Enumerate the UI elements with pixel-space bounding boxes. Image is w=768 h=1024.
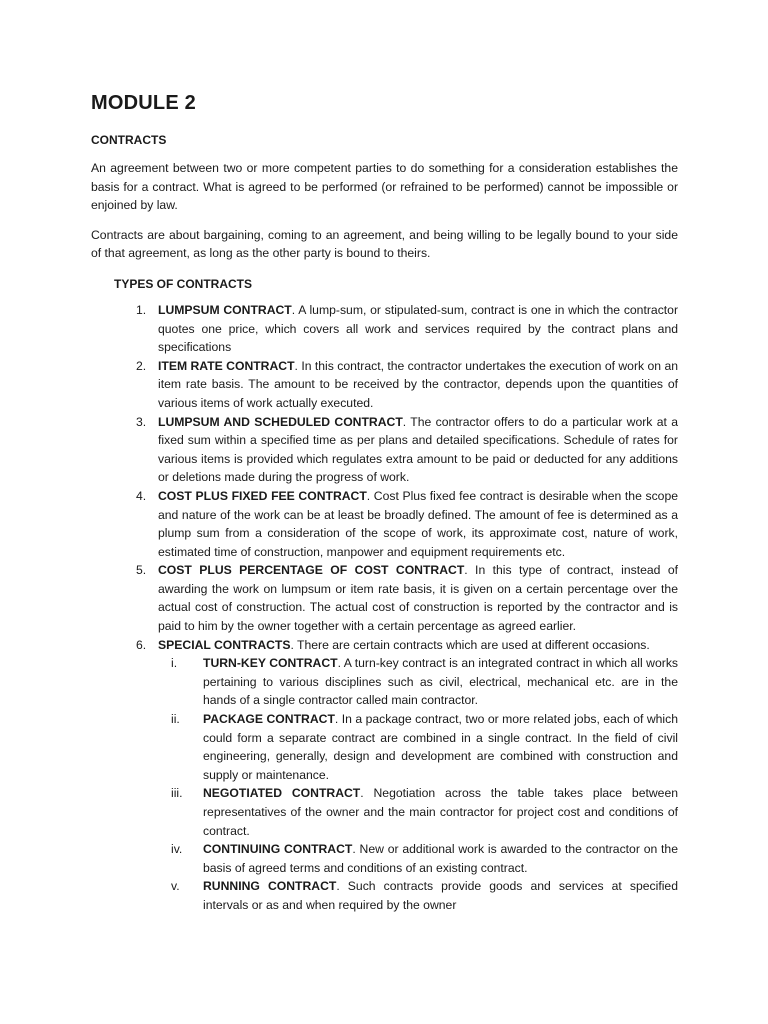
list-number: 6.: [136, 637, 147, 652]
sub-list-number: iii.: [171, 786, 183, 801]
term: TURN-KEY CONTRACT: [203, 656, 338, 671]
term: CONTINUING CONTRACT: [203, 842, 353, 857]
sub-list-item: [91, 877, 678, 914]
sub-list-number: iv.: [171, 842, 183, 857]
types-heading: TYPES OF CONTRACTS: [114, 276, 253, 291]
term: RUNNING CONTRACT: [203, 879, 337, 894]
list-number: 1.: [136, 302, 147, 317]
sub-list-number: ii.: [171, 712, 180, 727]
definition: . Cost Plus fixed fee contract is desirable when the scope and nature of the work can be at least be broadly defined. The amount of fee is determined as a plump sum from a consideration of the scope of work, its approximate cost, nature of work, estimated time of construction, manpower and equipment requirements etc.: [158, 488, 678, 559]
list-number: 2.: [136, 358, 147, 373]
list-item: [91, 636, 678, 915]
paragraph: An agreement between two or more competent parties to do something for a consideration establishes the basis for a contract. What is agreed to be performed (or refrained to be performed) cannot be impossible or enjoined by law.: [91, 161, 678, 213]
list-item: [91, 301, 678, 357]
term: COST PLUS FIXED FEE CONTRACT: [158, 488, 367, 503]
term: LUMPSUM CONTRACT: [158, 302, 292, 317]
term: COST PLUS PERCENTAGE OF COST CONTRACT: [158, 563, 465, 578]
list-item: [91, 561, 678, 635]
sub-list-item: [91, 654, 678, 710]
term: SPECIAL CONTRACTS: [158, 637, 291, 652]
list-item: [91, 487, 678, 561]
definition: . A turn-key contract is an integrated contract in which all works pertaining to various disciplines such as civil, electrical, mechanical etc. are in the hands of a single contractor called main contractor.: [203, 656, 679, 708]
term: LUMPSUM AND SCHEDULED CONTRACT: [158, 414, 403, 429]
list-number: 4.: [136, 488, 147, 503]
definition: . The contractor offers to do a particular work at a fixed sum within a specified time as per plans and detailed specifications. Schedule of rates for various items is provided which regulates extra amount to be paid or deducted for any additions or deletions made during the progress of work.: [158, 414, 679, 485]
sub-list-item: [91, 784, 678, 840]
definition: . In a package contract, two or more related jobs, each of which could form a separate contract are combined in a single contract. In the field of civil engineering, generally, design and development are combined with construction and supply or maintenance.: [203, 712, 678, 782]
definition: . Such contracts provide goods and services at specified intervals or as and when required by the owner: [203, 879, 678, 912]
definition: . In this type of contract, instead of awarding the work on lumpsum or item rate basis, it is given on a certain percentage over the actual cost of construction. The actual cost of construction is reported by the contractor and is paid to him by the owner together with a certain percentage as agreed earlier.: [158, 563, 678, 634]
list-item: [91, 357, 678, 413]
sub-list-number: i.: [171, 656, 178, 671]
definition: . In this contract, the contractor undertakes the execution of work on an item rate basis. The amount to be received by the contractor, depends upon the quantities of various items of work actually executed.: [158, 358, 679, 410]
list-number: 3.: [136, 414, 147, 429]
types-list: [91, 301, 678, 915]
sub-list-number: v.: [171, 879, 180, 894]
definition: . A lump-sum, or stipulated-sum, contract is one in which the contractor quotes one price, which covers all work and services required by the contract plans and specifications: [158, 302, 679, 355]
special-contracts-list: [158, 654, 678, 914]
term: ITEM RATE CONTRACT: [158, 358, 295, 373]
definition: . There are certain contracts which are used at different occasions.: [290, 637, 650, 652]
term: PACKAGE CONTRACT: [203, 712, 335, 727]
definition: . Negotiation across the table takes place between representatives of the owner and the main contractor for project cost and conditions of contract.: [203, 786, 678, 838]
section-heading: CONTRACTS: [91, 133, 167, 147]
term: NEGOTIATED CONTRACT: [203, 786, 361, 801]
paragraph: Contracts are about bargaining, coming to an agreement, and being willing to be legally bound to your side of that agreement, as long as the other party is bound to theirs.: [91, 227, 678, 261]
list-item: [91, 413, 678, 487]
sub-list-item: [91, 840, 678, 877]
page-title: MODULE 2: [91, 92, 196, 114]
list-number: 5.: [136, 563, 147, 578]
definition: . New or additional work is awarded to the contractor on the basis of agreed terms and conditions of an existing contract.: [203, 842, 678, 875]
sub-list-item: [91, 710, 678, 784]
